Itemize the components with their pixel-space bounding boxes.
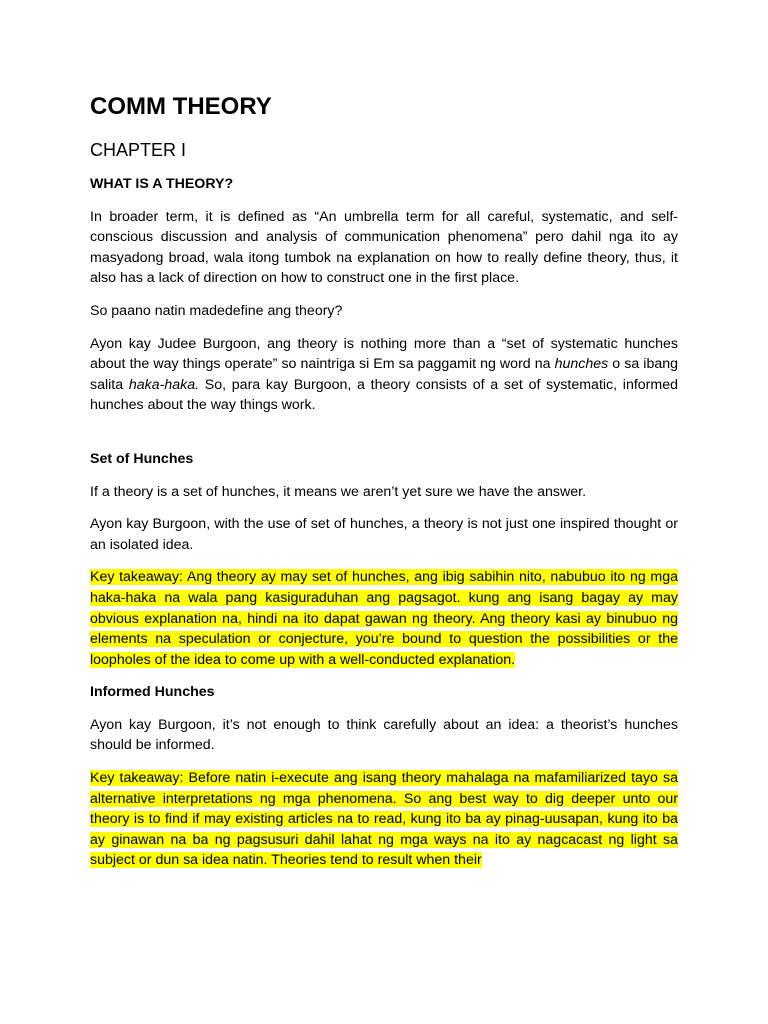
paragraph-definition: In broader term, it is defined as “An umbrella term for all careful, systematic, and self-conscious discussion and analysis of communication phenomena” pero dahil nga ito ay masyadong broad, wala itong tumbok na explanation on how to really define theory, thus, it also has a lack of direction on how to construct one in the first place.	[90, 208, 678, 287]
spacer	[90, 428, 678, 449]
paragraph-burgoon-set: Ayon kay Burgoon, with the use of set of hunches, a theory is not just one inspired thought or an isolated idea.	[90, 516, 678, 553]
key-takeaway-1	[90, 567, 678, 670]
paragraph-question: So paano natin madedefine ang theory?	[90, 302, 343, 319]
section-heading-informed-hunches: Informed Hunches	[90, 684, 215, 701]
burgoon-text-c: o sa ibang salita	[90, 356, 679, 393]
section-heading-what-is-theory: WHAT IS A THEORY?	[90, 176, 234, 192]
paragraph-burgoon	[90, 334, 678, 416]
key-takeaway-2	[90, 768, 678, 871]
burgoon-text-haka: haka-haka.	[128, 376, 200, 393]
document-title: COMM THEORY	[90, 93, 272, 120]
highlight-key-takeaway-2: Key takeaway: Before natin i-execute ang isang theory mahalaga na mafamiliarized tayo sa alternative interpretations ng mga phenomena. So ang best way to dig deeper unto our theory is to find if may existing articles na to read, kung ito ba ay pinag-uusapan, kung ito ba ay ginawan na ba ng pagsusuri dahil lahat ng mga ways na ito ay nagcacast ng light sa subject or dun sa idea natin. Theories tend to result when their	[90, 770, 678, 869]
burgoon-text-e: So, para kay Burgoon, a theory consists of a set of systematic, informed hunches about the way things work.	[90, 376, 678, 414]
burgoon-text-a: Ayon kay Judee Burgoon, ang theory is nothing more than a “set of systematic hunches about the way things operate” so naintriga si Em sa paggamit ng word na	[90, 335, 678, 373]
paragraph-set-hunches: If a theory is a set of hunches, it means we aren’t yet sure we have the answer.	[90, 483, 587, 500]
burgoon-text-hunches: hunches	[554, 356, 609, 373]
section-heading-set-of-hunches: Set of Hunches	[90, 450, 194, 467]
highlight-key-takeaway-1: Key takeaway: Ang theory ay may set of hunches, ang ibig sabihin nito, nabubuo ito ng mga haka-haka na wala pang kasiguraduhan ang pagsagot. kung ang isang bagay ay may obvious explanation na, hindi na ito dapat gawan ng theory. Ang theory kasi ay binubuo ng elements na speculation or conjecture, you’re bound to question the possibilities or the loopholes of the idea to come up with a well-conducted explanation.	[90, 569, 678, 668]
paragraph-informed: Ayon kay Burgoon, it’s not enough to think carefully about an idea: a theorist’s hunches should be informed.	[90, 716, 678, 754]
chapter-heading: CHAPTER I	[90, 140, 187, 160]
document-content	[90, 90, 678, 883]
